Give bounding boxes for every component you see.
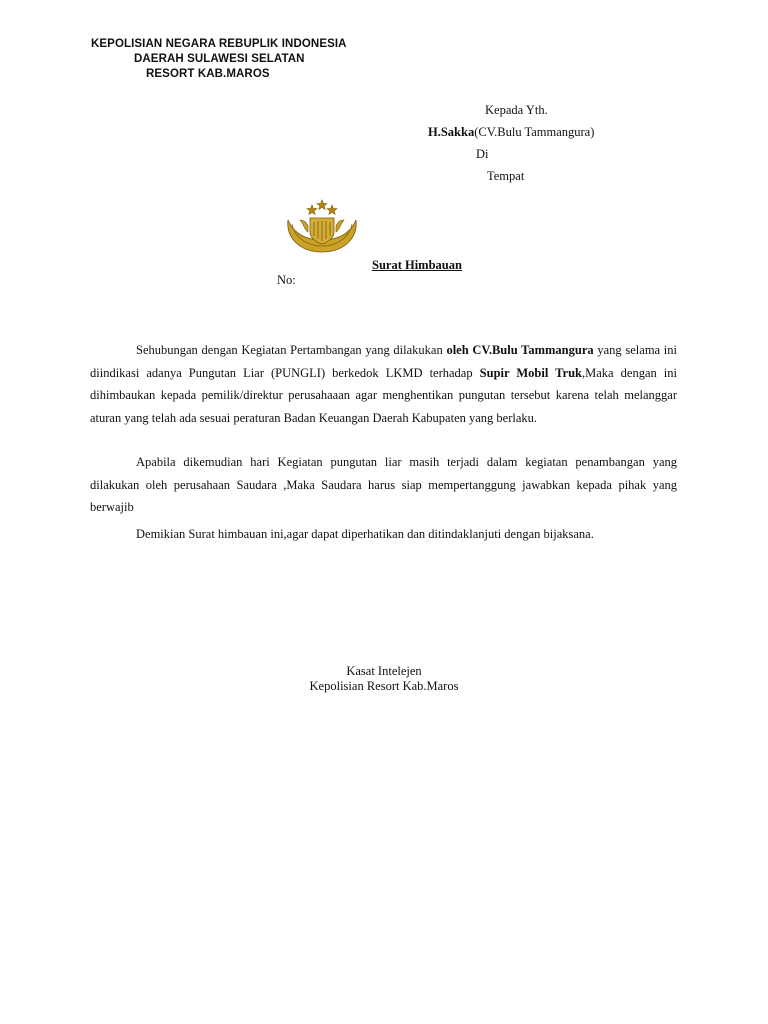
recipient-name bbox=[428, 125, 594, 140]
signature-position: Kasat Intelejen bbox=[346, 664, 422, 678]
recipient-kepada: Kepada Yth. bbox=[485, 103, 548, 117]
letterhead-line-3: RESORT KAB.MAROS bbox=[146, 68, 270, 80]
letter-number-label: No: bbox=[277, 273, 296, 287]
signature-office: Kepolisian Resort Kab.Maros bbox=[309, 679, 459, 693]
p2-text: Apabila dikemudian hari Kegiatan pungutan liar masih terjadi dalam kegiatan penambangan yang dilakukan oleh perusahaan Saudara ,Maka Saudara harus siap mempertanggung jawabkan kepada pihak yang berwajib bbox=[90, 455, 677, 514]
recipient-name-bold: H.Sakka bbox=[428, 125, 475, 139]
body-paragraph-2 bbox=[90, 451, 677, 519]
letter-title: Surat Himbauan bbox=[372, 258, 462, 272]
p1-text-1: Sehubungan dengan Kegiatan Pertambangan yang dilakukan bbox=[136, 343, 447, 357]
p3-text: Demikian Surat himbauan ini,agar dapat diperhatikan dan ditindaklanjuti dengan bijaksana. bbox=[136, 527, 594, 541]
letterhead-line-1: KEPOLISIAN NEGARA REBUPLIK INDONESIA bbox=[91, 38, 347, 50]
p1-text-3: ,Maka dengan ini dihimbaukan kepada pemilik/direktur perusahaaan agar menghentikan pungutan tersebut karena telah melanggar aturan yang telah ada sesuai peraturan Badan Keuangan Daerah Kabupaten yang berlaku. bbox=[90, 365, 677, 425]
recipient-tempat: Tempat bbox=[487, 169, 525, 183]
body-paragraph-1 bbox=[90, 339, 677, 429]
letterhead-line-2: DAERAH SULAWESI SELATAN bbox=[134, 53, 305, 65]
p1-company: oleh CV.Bulu Tammangura bbox=[446, 343, 594, 357]
recipient-company: (CV.Bulu Tammangura) bbox=[474, 125, 595, 139]
recipient-di: Di bbox=[476, 147, 489, 161]
body-paragraph-3 bbox=[90, 523, 677, 546]
p1-text-2: yang selama ini diindikasi adanya Pungutan Liar (PUNGLI) berkedok LKMD terhadap bbox=[90, 343, 678, 380]
p1-truck-drivers: Supir Mobil Truk bbox=[479, 365, 583, 380]
police-emblem-icon bbox=[282, 196, 362, 256]
